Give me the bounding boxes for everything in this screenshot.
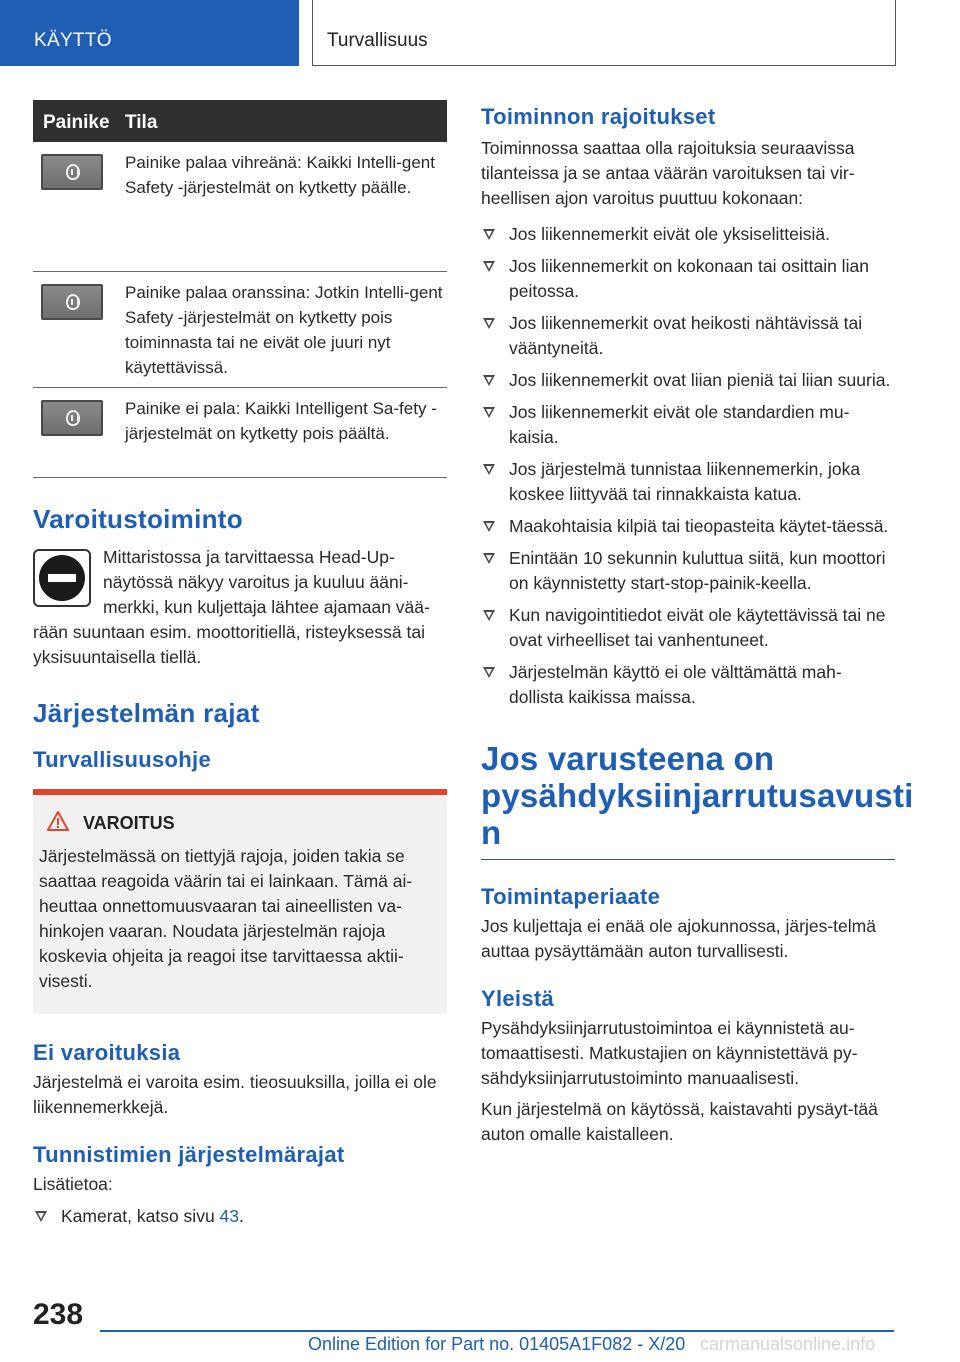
warning-text: Järjestelmässä on tiettyjä rajoja, joiden takia se saattaa reagoida väärin tai ei lainkaan. Tämä ai-heuttaa onnettomuusvaaran tai aineellisten va-hinkojen vaaran. Noudata järjestelmän rajoja koskevia ohjeita ja reagoi itse tarvittaessa aktii-visesti. <box>39 846 413 991</box>
list-item: Jos liikennemerkit eivät ole standardien mu-kaisia. <box>481 400 895 450</box>
varoitus-text: Mittaristossa ja tarvittaessa Head-Up-näytössä näkyy varoitus ja kuuluu ääni-merkki, kun kuljettaja lähtee ajamaan vää-rään suuntaan esim. moottoritiellä, risteyksessä tai yksisuuntaisella tiellä. <box>33 547 430 667</box>
right-column <box>481 100 914 1147</box>
list-item: Jos järjestelmä tunnistaa liikennemerkin, joka koskee liittyvää tai rinnakkaista katua. <box>481 457 895 507</box>
list-item: Jos liikennemerkit eivät ole yksiselitteisiä. <box>481 222 895 247</box>
toimintaperiaate-text: Jos kuljettaja ei enää ole ajokunnossa, järjes-telmä auttaa pysäyttämään auton turvallisesti. <box>481 916 876 961</box>
table-row <box>33 388 447 478</box>
ei-varoituksia-text: Järjestelmä ei varoita esim. tieosuuksilla, joilla ei ole liikennemerkkejä. <box>33 1072 437 1117</box>
heading-pysahdys: Jos varusteena on pysähdyksiinjarrutusavusti n <box>481 740 895 860</box>
heading-tunnistimien: Tunnistimien järjestelmärajat <box>33 1142 345 1167</box>
list-item: Maakohtaisia kilpiä tai tieopasteita käytet-täessä. <box>481 514 895 539</box>
page-link[interactable]: 43 <box>219 1206 240 1226</box>
heading-turvallisuusohje: Turvallisuusohje <box>33 747 211 772</box>
row-text: Painike palaa oranssina: Jotkin Intelli-gent Safety -järjestelmät on kytketty pois toiminnasta tai ne eivät ole juuri nyt käytettävissä. <box>125 283 443 377</box>
button-icon <box>41 400 103 436</box>
list-item: Jos liikennemerkit ovat liian pieniä tai liian suuria. <box>481 368 895 393</box>
heading-rajat: Järjestelmän rajat <box>33 698 260 728</box>
heading-yleista: Yleistä <box>481 986 555 1011</box>
list-item: Jos liikennemerkit on kokonaan tai osittain lian peitossa. <box>481 254 895 304</box>
table-header <box>33 100 447 142</box>
no-entry-sign-icon <box>33 549 91 607</box>
section-tab: KÄYTTÖ <box>0 0 299 66</box>
tunnistimien-list <box>33 1204 447 1229</box>
list-item: Enintään 10 sekunnin kuluttua siitä, kun moottori on käynnistetty start-stop-painik-keella. <box>481 546 895 596</box>
list-item: Jos liikennemerkit ovat heikosti nähtävissä tai vääntyneitä. <box>481 311 895 361</box>
button-icon <box>41 154 103 190</box>
heading-varoitustoiminto: Varoitustoiminto <box>33 504 243 534</box>
list-item: Kun navigointitiedot eivät ole käytettävissä tai ne ovat virheelliset tai vanhentuneet. <box>481 603 895 653</box>
footer-divider <box>100 1330 894 1332</box>
varoitus-block <box>33 545 447 670</box>
table-row <box>33 142 447 272</box>
table-col-painike: Painike <box>43 112 110 133</box>
warning-box <box>33 789 447 1014</box>
button-icon <box>41 284 103 320</box>
heading-ei-varoituksia: Ei varoituksia <box>33 1040 181 1065</box>
list-item: Järjestelmän käyttö ei ole välttämättä mah-dollista kaikissa maissa. <box>481 660 895 710</box>
row-text: Painike palaa vihreänä: Kaikki Intelli-gent Safety -järjestelmät on kytketty päälle. <box>125 153 435 197</box>
chapter-title: Turvallisuus <box>312 0 896 66</box>
page-header <box>0 0 960 66</box>
row-text: Painike ei pala: Kaikki Intelligent Sa-fety -järjestelmät on kytketty pois päältä. <box>125 399 437 443</box>
page-number: 238 <box>33 1298 84 1331</box>
left-column <box>33 100 447 1236</box>
watermark: carmanualsonline.info <box>700 1334 876 1354</box>
yleista-text-1: Pysähdyksiinjarrutustoimintoa ei käynnistetä au-tomaattisesti. Matkustajien on käynnistettävä py-sähdyksiinjarrutustoiminto manuaalisesti. <box>481 1018 858 1088</box>
rajoitukset-intro: Toiminnossa saattaa olla rajoituksia seuraavissa tilanteissa ja se antaa väärän varoituksen tai vir-heellisen ajon varoitus puuttuu kokonaan: <box>481 138 855 208</box>
warning-triangle-icon <box>47 811 69 831</box>
heading-rajoitukset: Toiminnon rajoitukset <box>481 104 716 129</box>
rajoitukset-list <box>481 222 895 710</box>
yleista-text-2: Kun järjestelmä on käytössä, kaistavahti pysäyt-tää auton omalle kaistalleen. <box>481 1099 878 1144</box>
status-table <box>33 100 447 478</box>
footer-edition: Online Edition for Part no. 01405A1F082 - X/20 <box>308 1334 686 1354</box>
list-item: Kamerat, katso sivu 43. <box>33 1204 447 1229</box>
tunnistimien-intro: Lisätietoa: <box>33 1174 113 1194</box>
table-row <box>33 272 447 388</box>
heading-toimintaperiaate: Toimintaperiaate <box>481 884 661 909</box>
warning-title: VAROITUS <box>47 813 441 834</box>
table-col-tila: Tila <box>125 112 158 133</box>
